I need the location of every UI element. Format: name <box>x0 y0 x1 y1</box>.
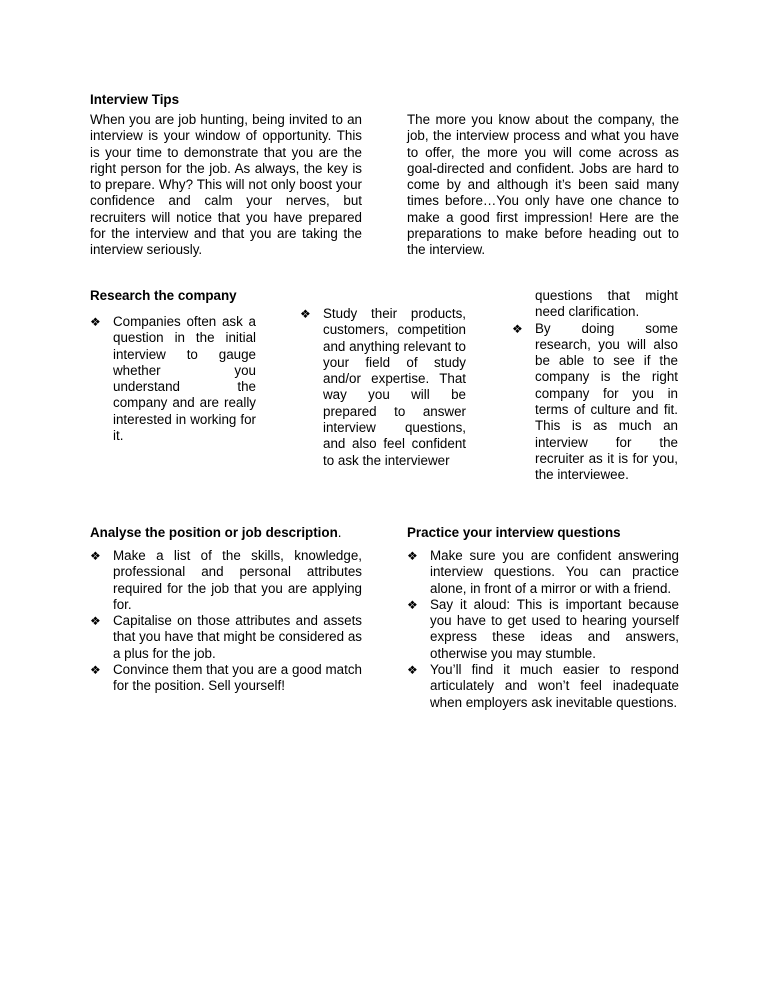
list-item <box>90 613 362 662</box>
list-item-text: Convince them that you are a good match for the position. Sell yourself! <box>113 662 362 694</box>
list-item-text: Make sure you are confident answering interview questions. You can practice alone, in front of a mirror or with a friend. <box>430 548 679 596</box>
diamond-bullet-icon: ❖ <box>407 549 418 563</box>
research-list-col2 <box>300 306 466 469</box>
list-item-continuation: questions that might need clarification. <box>535 288 678 320</box>
practice-heading: Practice your interview questions <box>407 525 621 540</box>
list-item <box>90 548 362 613</box>
research-list-col3 <box>512 321 678 484</box>
list-item <box>90 314 256 444</box>
list-item-text: Make a list of the skills, knowledge, professional and personal attributes required for the job that you are applying for. <box>113 548 362 612</box>
diamond-bullet-icon: ❖ <box>90 614 101 629</box>
list-item <box>407 548 679 597</box>
list-item-text: Study their products, customers, competition and anything relevant to your field of study and/or expertise. That way you will be prepared to answer interview questions, and also feel confident to ask the interviewer <box>323 306 466 468</box>
page-title: Interview Tips <box>90 92 180 107</box>
diamond-bullet-icon: ❖ <box>300 307 311 321</box>
list-item-text: You’ll find it much easier to respond articulately and won’t feel inadequate when employers ask inevitable questions. <box>430 662 679 710</box>
analyse-list <box>90 548 362 695</box>
list-item-text: By doing some research, you will also be able to see if the company is the right company for you in terms of culture and fit. This is as much an interview for the recruiter as it is for you, the interviewee. <box>535 320 678 483</box>
list-item <box>90 662 362 695</box>
diamond-bullet-icon: ❖ <box>90 315 101 329</box>
intro-left-paragraph: When you are job hunting, being invited to an interview is your window of opportunity. This is your time to demonstrate that you are the right person for the job. As always, the key is to prepare. Why? This will not only boost your confidence and calm your nerves, but recruiters will notice that you have prepared for the interview and that you are taking the interview seriously. <box>90 112 362 258</box>
research-list-col1 <box>90 314 256 444</box>
list-item <box>407 597 679 662</box>
diamond-bullet-icon: ❖ <box>90 549 101 563</box>
list-item-text: Say it aloud: This is important because you have to get used to hearing yourself express these ideas and answers, otherwise you may stumble. <box>430 596 679 661</box>
analyse-heading-period: . <box>337 525 342 540</box>
diamond-bullet-icon: ❖ <box>407 663 418 678</box>
analyse-heading <box>90 525 342 541</box>
list-item <box>512 321 678 484</box>
list-item-text: Companies often ask a question in the initial interview to gauge whether you understand the company and are really interested in working for it. <box>113 314 256 444</box>
diamond-bullet-icon: ❖ <box>512 321 523 336</box>
research-heading: Research the company <box>90 288 237 303</box>
analyse-heading-text: Analyse the position or job description <box>90 525 338 540</box>
list-item <box>300 306 466 469</box>
intro-right-paragraph: The more you know about the company, the job, the interview process and what you have to offer, the more you will come across as goal-directed and confident. Jobs are hard to come by and although it’s been said many times before…You only have one chance to make a good first impression! Here are the preparations to make before heading out to the interview. <box>407 112 679 258</box>
list-item-text: Capitalise on those attributes and assets that you have that might be considered as a plus for the job. <box>113 613 362 661</box>
practice-list <box>407 548 679 711</box>
diamond-bullet-icon: ❖ <box>407 597 418 612</box>
diamond-bullet-icon: ❖ <box>90 663 101 678</box>
research-col3 <box>512 288 678 484</box>
list-item <box>407 662 679 711</box>
